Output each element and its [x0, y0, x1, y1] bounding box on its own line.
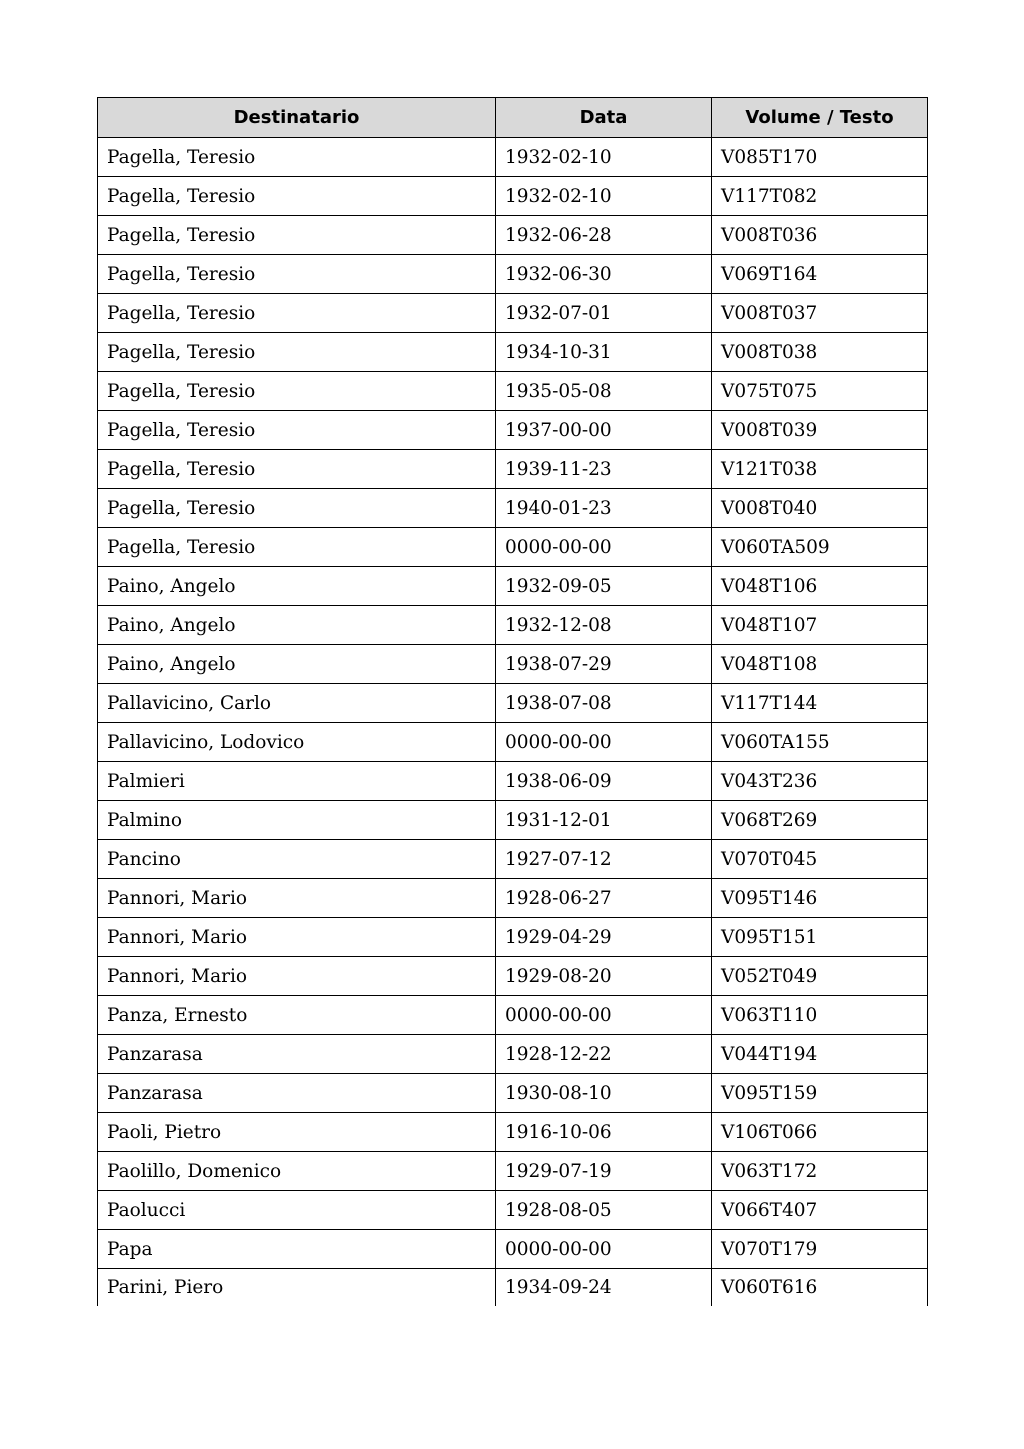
table-row — [98, 411, 928, 450]
cell-volume-testo: V008T040 — [712, 489, 928, 528]
cell-destinatario: Palmino — [98, 801, 496, 840]
cell-data: 1938-07-29 — [496, 645, 712, 684]
table-header-row — [98, 98, 928, 138]
cell-volume-testo: V117T082 — [712, 177, 928, 216]
cell-data: 1940-01-23 — [496, 489, 712, 528]
cell-destinatario: Paoli, Pietro — [98, 1113, 496, 1152]
table-row — [98, 957, 928, 996]
cell-data: 1938-07-08 — [496, 684, 712, 723]
cell-volume-testo: V070T179 — [712, 1230, 928, 1269]
cell-destinatario: Parini, Piero — [98, 1269, 496, 1306]
table-row — [98, 840, 928, 879]
cell-data: 1928-12-22 — [496, 1035, 712, 1074]
cell-volume-testo: V060TA155 — [712, 723, 928, 762]
cell-data: 0000-00-00 — [496, 723, 712, 762]
cell-destinatario: Paino, Angelo — [98, 567, 496, 606]
table-row — [98, 333, 928, 372]
cell-volume-testo: V095T146 — [712, 879, 928, 918]
cell-data: 1931-12-01 — [496, 801, 712, 840]
cell-data: 1932-07-01 — [496, 294, 712, 333]
cell-data: 1939-11-23 — [496, 450, 712, 489]
cell-data: 1934-10-31 — [496, 333, 712, 372]
cell-data: 1927-07-12 — [496, 840, 712, 879]
table-row — [98, 879, 928, 918]
table-row — [98, 762, 928, 801]
cell-destinatario: Palmieri — [98, 762, 496, 801]
cell-data: 0000-00-00 — [496, 1230, 712, 1269]
table-row — [98, 645, 928, 684]
cell-destinatario: Panzarasa — [98, 1074, 496, 1113]
cell-destinatario: Pallavicino, Carlo — [98, 684, 496, 723]
table-row — [98, 1269, 928, 1306]
cell-data: 1938-06-09 — [496, 762, 712, 801]
header-destinatario: Destinatario — [98, 98, 496, 138]
cell-data: 1929-08-20 — [496, 957, 712, 996]
table-body — [98, 138, 928, 1306]
cell-volume-testo: V095T159 — [712, 1074, 928, 1113]
cell-destinatario: Pagella, Teresio — [98, 489, 496, 528]
header-data: Data — [496, 98, 712, 138]
table-row — [98, 528, 928, 567]
table-row — [98, 723, 928, 762]
cell-destinatario: Pannori, Mario — [98, 957, 496, 996]
table-row — [98, 1152, 928, 1191]
table-row — [98, 216, 928, 255]
table-row — [98, 372, 928, 411]
table-row — [98, 918, 928, 957]
cell-data: 1935-05-08 — [496, 372, 712, 411]
table-row — [98, 801, 928, 840]
table-row — [98, 294, 928, 333]
cell-volume-testo: V063T172 — [712, 1152, 928, 1191]
cell-destinatario: Pagella, Teresio — [98, 411, 496, 450]
cell-destinatario: Pagella, Teresio — [98, 138, 496, 177]
cell-volume-testo: V095T151 — [712, 918, 928, 957]
cell-volume-testo: V070T045 — [712, 840, 928, 879]
cell-destinatario: Pagella, Teresio — [98, 528, 496, 567]
table-row — [98, 1113, 928, 1152]
cell-data: 1928-08-05 — [496, 1191, 712, 1230]
table-row — [98, 1035, 928, 1074]
cell-volume-testo: V106T066 — [712, 1113, 928, 1152]
cell-destinatario: Paolillo, Domenico — [98, 1152, 496, 1191]
cell-volume-testo: V060TA509 — [712, 528, 928, 567]
cell-volume-testo: V008T037 — [712, 294, 928, 333]
cell-destinatario: Paolucci — [98, 1191, 496, 1230]
table-row — [98, 255, 928, 294]
cell-data: 1932-02-10 — [496, 177, 712, 216]
cell-data: 1932-12-08 — [496, 606, 712, 645]
cell-destinatario: Pagella, Teresio — [98, 177, 496, 216]
cell-destinatario: Pallavicino, Lodovico — [98, 723, 496, 762]
cell-data: 1929-04-29 — [496, 918, 712, 957]
table-row — [98, 1191, 928, 1230]
cell-volume-testo: V048T106 — [712, 567, 928, 606]
cell-destinatario: Panzarasa — [98, 1035, 496, 1074]
cell-volume-testo: V063T110 — [712, 996, 928, 1035]
cell-volume-testo: V008T039 — [712, 411, 928, 450]
cell-data: 1929-07-19 — [496, 1152, 712, 1191]
cell-volume-testo: V066T407 — [712, 1191, 928, 1230]
cell-destinatario: Pannori, Mario — [98, 918, 496, 957]
table-row — [98, 177, 928, 216]
table-row — [98, 684, 928, 723]
cell-volume-testo: V075T075 — [712, 372, 928, 411]
cell-destinatario: Pagella, Teresio — [98, 333, 496, 372]
cell-volume-testo: V043T236 — [712, 762, 928, 801]
cell-data: 1932-09-05 — [496, 567, 712, 606]
cell-volume-testo: V008T036 — [712, 216, 928, 255]
cell-volume-testo: V048T107 — [712, 606, 928, 645]
cell-destinatario: Papa — [98, 1230, 496, 1269]
cell-volume-testo: V060T616 — [712, 1269, 928, 1306]
cell-data: 0000-00-00 — [496, 996, 712, 1035]
cell-destinatario: Paino, Angelo — [98, 606, 496, 645]
table-row — [98, 138, 928, 177]
cell-destinatario: Pagella, Teresio — [98, 255, 496, 294]
recipients-table — [97, 97, 928, 1306]
cell-destinatario: Panza, Ernesto — [98, 996, 496, 1035]
cell-destinatario: Pagella, Teresio — [98, 216, 496, 255]
cell-data: 1930-08-10 — [496, 1074, 712, 1113]
cell-volume-testo: V052T049 — [712, 957, 928, 996]
cell-volume-testo: V008T038 — [712, 333, 928, 372]
cell-volume-testo: V069T164 — [712, 255, 928, 294]
cell-data: 1934-09-24 — [496, 1269, 712, 1306]
table-row — [98, 567, 928, 606]
cell-destinatario: Pagella, Teresio — [98, 372, 496, 411]
table-row — [98, 1074, 928, 1113]
cell-data: 1937-00-00 — [496, 411, 712, 450]
cell-destinatario: Pannori, Mario — [98, 879, 496, 918]
cell-volume-testo: V068T269 — [712, 801, 928, 840]
table-row — [98, 996, 928, 1035]
cell-destinatario: Pancino — [98, 840, 496, 879]
cell-volume-testo: V121T038 — [712, 450, 928, 489]
cell-volume-testo: V048T108 — [712, 645, 928, 684]
cell-volume-testo: V085T170 — [712, 138, 928, 177]
table-row — [98, 489, 928, 528]
cell-data: 1932-06-30 — [496, 255, 712, 294]
cell-destinatario: Pagella, Teresio — [98, 294, 496, 333]
table-row — [98, 606, 928, 645]
table-row — [98, 450, 928, 489]
cell-data: 1932-02-10 — [496, 138, 712, 177]
cell-data: 1932-06-28 — [496, 216, 712, 255]
cell-destinatario: Paino, Angelo — [98, 645, 496, 684]
cell-data: 0000-00-00 — [496, 528, 712, 567]
cell-volume-testo: V044T194 — [712, 1035, 928, 1074]
document-page — [97, 97, 927, 1306]
cell-volume-testo: V117T144 — [712, 684, 928, 723]
table-row — [98, 1230, 928, 1269]
cell-data: 1928-06-27 — [496, 879, 712, 918]
header-volume-testo: Volume / Testo — [712, 98, 928, 138]
cell-data: 1916-10-06 — [496, 1113, 712, 1152]
cell-destinatario: Pagella, Teresio — [98, 450, 496, 489]
